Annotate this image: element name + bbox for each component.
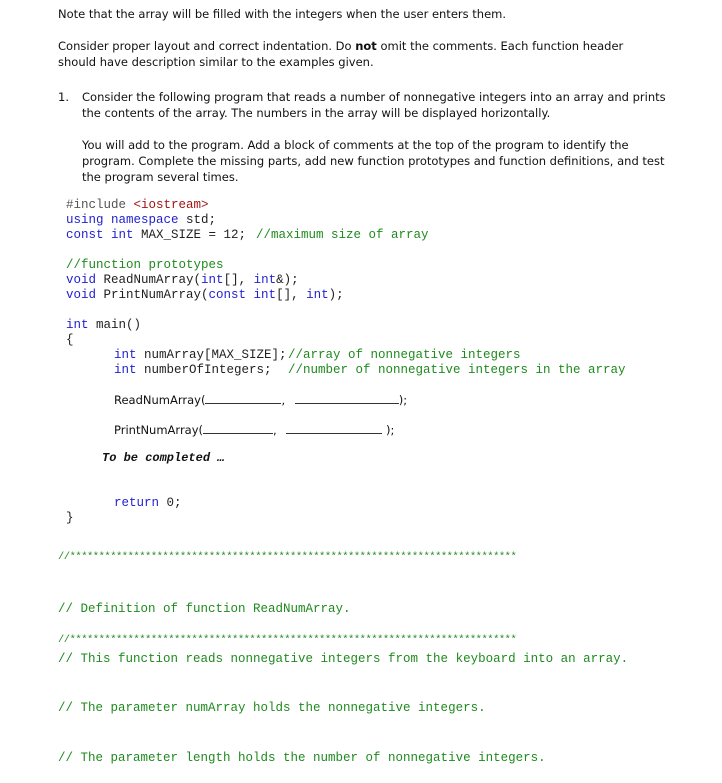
definition-line1: // Definition of function ReadNumArray. (58, 602, 351, 616)
read-blank-2[interactable] (295, 392, 399, 404)
include-header: <iostream> (133, 198, 209, 212)
proto1-int2: int (253, 273, 277, 287)
item-description (82, 89, 666, 121)
code-proto2 (66, 288, 344, 303)
intro-line: Note that the array will be filled with the integers when the user enters them. (58, 7, 507, 21)
proto2-mid: [], (276, 288, 307, 302)
print-blank-2[interactable] (286, 422, 382, 434)
instructions-line1: You will add to the program. Add a block of comments at the top of the program to identify the (82, 138, 629, 152)
read-comma: , (281, 393, 286, 407)
code-proto1 (66, 273, 299, 288)
item-instructions (82, 137, 665, 185)
item-line1: Consider the following program that reads a number of nonnegative integers into an array and prints (82, 90, 666, 104)
definition-line4: // The parameter length holds the number of nonnegative integers. (58, 750, 546, 765)
proto1-name: ReadNumArray( (96, 273, 202, 287)
item-line2: the contents of the array. The numbers in the array will be displayed horizontally. (82, 106, 551, 120)
decl2-rest: numberOfIntegers; (136, 363, 272, 377)
return-rest: 0; (159, 496, 182, 510)
code-return (114, 496, 182, 511)
instructions-line2: program. Complete the missing parts, add new function prototypes and function definitions, and test (82, 154, 665, 168)
instructions-line3: the program several times. (82, 170, 239, 184)
code-include (66, 198, 209, 213)
proto1-void: void (66, 273, 97, 287)
print-blank-1[interactable] (203, 422, 273, 434)
intro-text-b: omit the comments. Each function header (376, 39, 624, 53)
print-comma: , (273, 423, 277, 437)
proto2-int: int (306, 288, 329, 302)
decl1-int: int (114, 348, 137, 362)
read-call-line (114, 392, 407, 408)
proto2-const: const int (208, 288, 277, 302)
intro-text-line2: should have description similar to the examples given. (58, 55, 374, 69)
code-main (66, 318, 141, 333)
const-keyword: const int (66, 228, 134, 242)
return-keyword: return (114, 496, 160, 510)
code-using (66, 213, 216, 228)
code-decl2 (114, 363, 272, 378)
proto2-end: ); (328, 288, 344, 302)
definition-comment-block (58, 568, 628, 783)
proto1-end: &); (276, 273, 299, 287)
read-call-name: ReadNumArray( (114, 393, 206, 407)
code-const (66, 228, 246, 243)
print-call-name: PrintNumArray( (114, 423, 204, 437)
proto2-name: PrintNumArray( (96, 288, 209, 302)
decl2-comment: //number of nonnegative integers in the array (288, 363, 626, 377)
intro-text-a: Consider proper layout and correct indentation. Do (58, 39, 356, 53)
main-int: int (66, 318, 89, 332)
proto2-void: void (66, 288, 97, 302)
stars-bottom: //***************************************************************************** (58, 634, 517, 646)
include-directive: #include (66, 198, 127, 212)
item-number: 1. (58, 90, 69, 104)
decl1-rest: numArray[MAX_SIZE]; (136, 348, 287, 362)
const-comment: //maximum size of array (256, 228, 429, 242)
open-brace: { (66, 333, 74, 347)
code-decl1 (114, 348, 287, 363)
to-be-completed: To be completed … (102, 451, 225, 465)
definition-line3: // The parameter numArray holds the nonnegative integers. (58, 701, 486, 715)
read-blank-1[interactable] (205, 392, 281, 404)
close-brace: } (66, 511, 74, 525)
proto1-mid: [], (223, 273, 254, 287)
decl1-comment: //array of nonnegative integers (288, 348, 521, 362)
proto1-int: int (201, 273, 224, 287)
main-rest: main() (88, 318, 142, 332)
using-rest: std; (178, 213, 217, 227)
using-keyword: using namespace (66, 213, 179, 227)
stars-top: //***************************************************************************** (58, 551, 517, 563)
read-end: ); (398, 393, 408, 407)
definition-line2: // This function reads nonnegative integers from the keyboard into an array. (58, 651, 629, 666)
print-call-line (114, 422, 394, 438)
const-rest: MAX_SIZE = 12; (133, 228, 247, 242)
intro-paragraph (58, 38, 623, 70)
prototypes-comment: //function prototypes (66, 258, 224, 272)
print-end: ); (385, 423, 395, 437)
intro-bold-not: not (355, 39, 377, 53)
decl2-int: int (114, 363, 137, 377)
